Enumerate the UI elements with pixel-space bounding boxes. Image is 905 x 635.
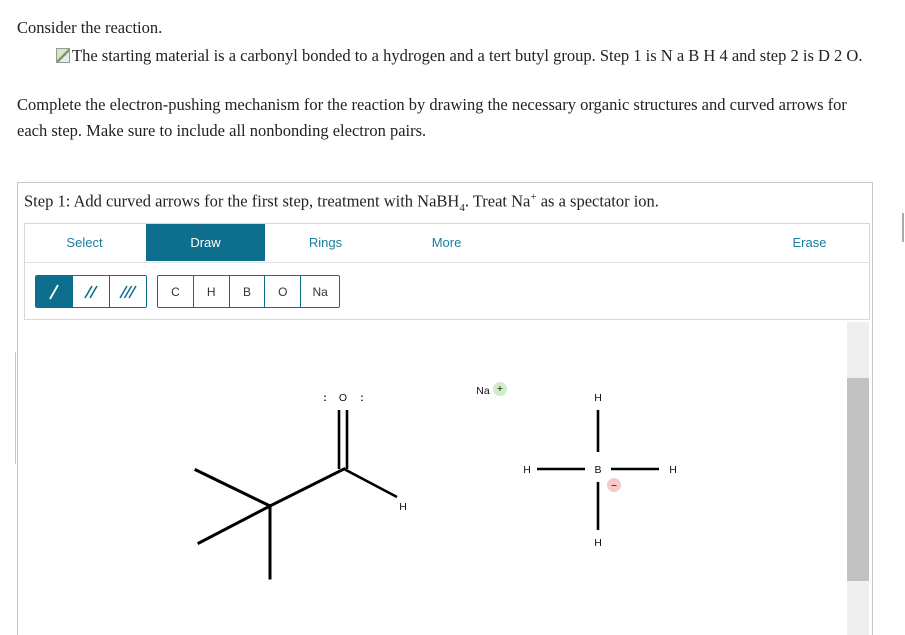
step-title-main: Step 1: Add curved arrows for the first step, treatment with NaBH [24, 191, 460, 211]
atom-b-button[interactable]: B [229, 276, 265, 307]
sodium-charge: + [496, 383, 504, 395]
aldehyde-hydrogen[interactable]: H [399, 501, 407, 513]
single-bond-button[interactable] [36, 276, 72, 307]
step-title-mid: . Treat Na [464, 191, 531, 211]
borohydride-h-bottom[interactable]: H [594, 537, 602, 549]
mechanism-panel [17, 182, 873, 635]
sodium-atom[interactable]: Na [476, 385, 490, 397]
atom-tools [157, 275, 340, 308]
boron-charge: − [610, 480, 618, 492]
menu-select[interactable]: Select [66, 235, 103, 250]
reaction-image-alt [56, 43, 886, 69]
step-title [24, 191, 659, 214]
menu-rings[interactable]: Rings [308, 235, 343, 250]
question-instructions: Complete the electron-pushing mechanism for the reaction by drawing the necessary organic structures and curved arrows for each step. Make sure to include all nonbonding electron pairs. [17, 95, 847, 140]
menu-erase[interactable]: Erase [792, 235, 827, 250]
step-title-sup: + [530, 191, 537, 203]
oxygen-lone-pair-left[interactable]: : [323, 392, 327, 404]
broken-image-icon [56, 48, 70, 63]
single-bond-icon [44, 282, 64, 302]
drawing-toolbar [24, 223, 870, 320]
panel-right-marker [902, 213, 904, 242]
question-intro: Consider the reaction. [17, 18, 163, 37]
boron-atom[interactable]: B [594, 464, 602, 476]
oxygen-atom[interactable]: O [338, 392, 348, 404]
borohydride-h-right[interactable]: H [669, 464, 677, 476]
double-bond-icon [81, 282, 101, 302]
atom-h-button[interactable]: H [193, 276, 229, 307]
borohydride-h-left[interactable]: H [523, 464, 531, 476]
toolbar-menu [25, 224, 869, 263]
menu-more[interactable]: More [431, 235, 462, 250]
double-bond-button[interactable] [72, 276, 109, 307]
panel-left-marker [15, 352, 16, 464]
bond-tools [35, 275, 147, 308]
canvas-scrollbar-thumb[interactable] [847, 378, 869, 581]
reaction-image-alt-text: The starting material is a carbonyl bonded to a hydrogen and a tert butyl group. Step 1 is N a B H 4 and step 2 is D 2 O. [72, 46, 863, 65]
step-title-sub: 4 [459, 201, 465, 214]
atom-o-button[interactable]: O [264, 276, 300, 307]
menu-draw[interactable]: Draw [146, 224, 265, 261]
step-title-end: as a spectator ion. [536, 191, 659, 211]
triple-bond-icon [118, 282, 138, 302]
atom-na-button[interactable]: Na [300, 276, 339, 307]
triple-bond-button[interactable] [109, 276, 146, 307]
oxygen-lone-pair-right[interactable]: : [360, 392, 364, 404]
borohydride-h-top[interactable]: H [594, 392, 602, 404]
atom-c-button[interactable]: C [171, 284, 180, 299]
